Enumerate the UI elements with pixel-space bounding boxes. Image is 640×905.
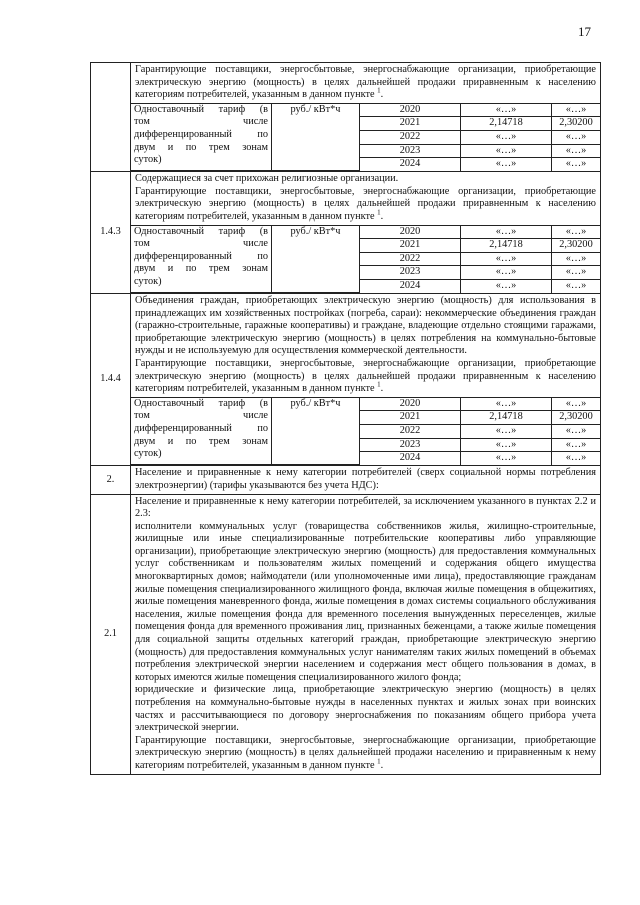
footnote-mark: 1 xyxy=(377,757,381,766)
value-2-cell: «…» xyxy=(552,158,601,171)
value-2-cell: «…» xyxy=(552,104,601,117)
guarantee-text: Гарантирующие поставщики, энергосбытовые, энергоснабжающие организации, приобретающие электрическую энергию (мощность) в целях дальнейшей продажи приравненным к населению категориям потребителей, указанным в данном пункте xyxy=(135,64,596,101)
tariff-subtable xyxy=(131,398,600,465)
value-2-cell: «…» xyxy=(552,425,601,439)
tariff-name: Одноставочный тариф (в том числе дифференцированный по двум и по трем зонам суток) xyxy=(131,398,272,465)
year-cell: 2023 xyxy=(360,266,461,280)
year-cell: 2022 xyxy=(360,425,461,439)
value-1-cell: 2,14718 xyxy=(461,411,552,425)
value-1-cell: 2,14718 xyxy=(461,117,552,131)
section-heading: Объединения граждан, приобретающих электрическую энергию (мощность) для использования в принадлежащих им хозяйственных постройках (погреба, сараи): некоммерческие объединения граждан (гаражно-строительные, гаражные кооперативы) и граждане, владеющие отдельно стоящими гаражами, приобретающие электрическую энергию (мощность) в целях потребления на коммунально-бытовые нужды и не используемую для осуществления коммерческой деятельности. xyxy=(135,295,596,357)
footnote-mark: 1 xyxy=(377,86,381,95)
page-number: 17 xyxy=(578,24,591,39)
year-cell: 2021 xyxy=(360,411,461,425)
year-cell: 2024 xyxy=(360,280,461,293)
value-2-cell: «…» xyxy=(552,130,601,144)
section-text: Население и приравненные к нему категории потребителей (сверх социальной нормы потребления электроэнергии) (тарифы указываются без учета НДС): xyxy=(135,467,596,491)
section-number: 2.1 xyxy=(91,494,131,774)
tariff-subtable xyxy=(131,226,600,293)
table-row xyxy=(91,103,601,171)
tariff-cell xyxy=(131,225,601,293)
tariff-unit: руб./ кВт*ч xyxy=(272,398,360,465)
text-cell: Гарантирующие поставщики, энергосбытовые, энергоснабжающие организации, приобретающие электрическую энергию (мощность) в целях дальнейшей продажи приравненным к населению категориям потребителей, указанным в данном пункте $^1$. xyxy=(131,63,601,104)
year-cell: 2022 xyxy=(360,252,461,266)
table-row xyxy=(91,294,601,398)
section-number: 1.4.4 xyxy=(91,294,131,466)
tariff-table xyxy=(90,62,601,775)
footnote-mark: 1 xyxy=(377,208,381,217)
value-1-cell: «…» xyxy=(461,158,552,171)
text-cell: Население и приравненные к нему категории потребителей, за исключением указанного в пунктах 2.2 и 2.3: исполнители коммунальных услуг (товарищества собственников жилья, жилищно-строительные, жилищные или иные специализированные потребительские кооперативы либо управляющие организации), приобретающие электрическую энергию (мощность) для предоставления коммунальных услуг собственникам и пользователям жилых помещений и содержания общего имущества многоквартирных домов; наймодатели (или уполномоченные ими лица), предоставляющие гражданам жилые помещения специализированного жилищного фонда, включая жилые помещения в общежитиях, жилые помещения маневренного фонда, жилые помещения в домах системы социального обслуживания населения, жилые помещения фонда для временного поселения вынужденных переселенцев, жилые помещения фонда для временного проживания лиц, признанных беженцами, а также жилые помещения для социальной защиты отдельных категорий граждан, приобретающие электрическую энергию (мощность) для предоставления коммунальных услуг нанимателям таких жилых помещений в объемах потребления электрической энергии населением и содержания мест общего пользования в домах, в которых имеются жилые помещения специализированного жилого фонда; юридические и физические лица, приобретающие электрическую энергию (мощность) в целях потребления на коммунально-бытовые нужды в населенных пунктах и жилых зонах при воинских частях и рассчитывающиеся по договору энергоснабжения по показаниям общего прибора учета электрической энергии. Гарантирующие поставщики, энергосбытовые, энергоснабжающие организации, приобретающие электрическую энергию (мощность) в целях дальнейшей продажи населению и приравненным к нему категориям потребителей, указанным в данном пункте $^1$. xyxy=(131,494,601,774)
section-paragraph: Население и приравненные к нему категории потребителей, за исключением указанного в пунктах 2.2 и 2.3: xyxy=(135,495,596,520)
section-paragraph: юридические и физические лица, приобретающие электрическую энергию (мощность) в целях потребления на коммунально-бытовые нужды в населенных пунктах и жилых зонах при воинских частях и рассчитывающиеся по договору энергоснабжения по показаниям общего прибора учета электрической энергии. xyxy=(135,684,596,734)
year-cell: 2021 xyxy=(360,239,461,253)
value-1-cell: «…» xyxy=(461,252,552,266)
tariff-cell xyxy=(131,397,601,465)
value-1-cell: «…» xyxy=(461,280,552,293)
value-1-cell: «…» xyxy=(461,104,552,117)
tariff-unit: руб./ кВт*ч xyxy=(272,226,360,293)
guarantee-text: Гарантирующие поставщики, энергосбытовые, энергоснабжающие организации, приобретающие электрическую энергию (мощность) в целях дальнейшей продажи приравненным к населению категориям потребителей, указанным в данном пункте xyxy=(135,185,596,223)
table-row xyxy=(91,172,601,225)
section-heading: Содержащиеся за счет прихожан религиозные организации. xyxy=(135,173,399,185)
value-2-cell: 2,30200 xyxy=(552,239,601,253)
year-cell: 2021 xyxy=(360,117,461,131)
value-1-cell: «…» xyxy=(461,144,552,158)
guarantee-text: Гарантирующие поставщики, энергосбытовые, энергоснабжающие организации, приобретающие электрическую энергию (мощность) в целях дальнейшей продажи населению и приравненным к нему категориям потребителей, указанным в данном пункте xyxy=(135,734,596,771)
value-2-cell: «…» xyxy=(552,252,601,266)
value-2-cell: «…» xyxy=(552,144,601,158)
row-number-cell xyxy=(91,63,131,172)
year-cell: 2020 xyxy=(360,226,461,239)
tariff-subtable xyxy=(131,104,600,171)
year-cell: 2022 xyxy=(360,130,461,144)
value-1-cell: «…» xyxy=(461,425,552,439)
year-cell: 2024 xyxy=(360,158,461,171)
table-row xyxy=(91,494,601,774)
value-1-cell: 2,14718 xyxy=(461,239,552,253)
tariff-cell xyxy=(131,103,601,171)
value-1-cell: «…» xyxy=(461,130,552,144)
value-2-cell: 2,30200 xyxy=(552,117,601,131)
value-2-cell: «…» xyxy=(552,226,601,239)
year-cell: 2023 xyxy=(360,438,461,452)
value-2-cell: 2,30200 xyxy=(552,411,601,425)
value-1-cell: «…» xyxy=(461,452,552,465)
value-1-cell: «…» xyxy=(461,398,552,411)
text-cell xyxy=(131,466,601,494)
table-row xyxy=(91,63,601,104)
footnote-mark: 1 xyxy=(377,380,381,389)
year-cell: 2024 xyxy=(360,452,461,465)
value-2-cell: «…» xyxy=(552,266,601,280)
table-row xyxy=(91,466,601,494)
year-cell: 2020 xyxy=(360,104,461,117)
table-row xyxy=(91,397,601,465)
value-2-cell: «…» xyxy=(552,398,601,411)
year-cell: 2023 xyxy=(360,144,461,158)
section-number: 2. xyxy=(91,466,131,494)
year-cell: 2020 xyxy=(360,398,461,411)
value-2-cell: «…» xyxy=(552,438,601,452)
tariff-name: Одноставочный тариф (в том числе дифференцированный по двум и по трем зонам суток) xyxy=(131,226,272,293)
value-1-cell: «…» xyxy=(461,438,552,452)
value-2-cell: «…» xyxy=(552,452,601,465)
value-1-cell: «…» xyxy=(461,226,552,239)
value-1-cell: «…» xyxy=(461,266,552,280)
table-row xyxy=(91,225,601,293)
text-cell: Объединения граждан, приобретающих электрическую энергию (мощность) для использования в принадлежащих им хозяйственных постройках (погреба, сараи): некоммерческие объединения граждан (гаражно-строительные, гаражные кооперативы) и граждане, владеющие отдельно стоящими гаражами, приобретающие электрическую энергию (мощность) в целях потребления на коммунально-бытовые нужды и не используемую для осуществления коммерческой деятельности. Гарантирующие поставщики, энергосбытовые, энергоснабжающие организации, приобретающие электрическую энергию (мощность) в целях дальнейшей продажи приравненным к населению категориям потребителей, указанным в данном пункте $^1$. xyxy=(131,294,601,398)
guarantee-text: Гарантирующие поставщики, энергосбытовые, энергоснабжающие организации, приобретающие электрическую энергию (мощность) в целях дальнейшей продажи приравненным к населению категориям потребителей, указанным в данном пункте xyxy=(135,358,596,395)
tariff-name: Одноставочный тариф (в том числе дифференцированный по двум и по трем зонам суток) xyxy=(131,104,272,171)
tariff-unit: руб./ кВт*ч xyxy=(272,104,360,171)
value-2-cell: «…» xyxy=(552,280,601,293)
text-cell: Содержащиеся за счет прихожан религиозные организации. Гарантирующие поставщики, энергосбытовые, энергоснабжающие организации, приобретающие электрическую энергию (мощность) в целях дальнейшей продажи приравненным к населению категориям потребителей, указанным в данном пункте $^1$. xyxy=(131,172,601,225)
section-number: 1.4.3 xyxy=(91,172,131,294)
section-paragraph: исполнители коммунальных услуг (товарищества собственников жилья, жилищно-строительные, жилищные или иные специализированные потребительские кооперативы либо управляющие организации), приобретающие электрическую энергию (мощность) для предоставления коммунальных услуг собственникам и пользователям жилых помещений и содержания общего имущества многоквартирных домов; наймодатели (или уполномоченные ими лица), предоставляющие гражданам жилые помещения специализированного жилищного фонда, включая жилые помещения в общежитиях, жилые помещения маневренного фонда, жилые помещения в домах системы социального обслуживания населения, жилые помещения фонда для временного поселения вынужденных переселенцев, жилые помещения фонда для временного проживания лиц, признанных беженцами, а также жилые помещения для социальной защиты отдельных категорий граждан, приобретающие электрическую энергию (мощность) для предоставления коммунальных услуг нанимателям таких жилых помещений в объемах потребления электрической энергии населением и содержания мест общего пользования в домах, в которых имеются жилые помещения специализированного жилого фонда; xyxy=(135,520,596,683)
